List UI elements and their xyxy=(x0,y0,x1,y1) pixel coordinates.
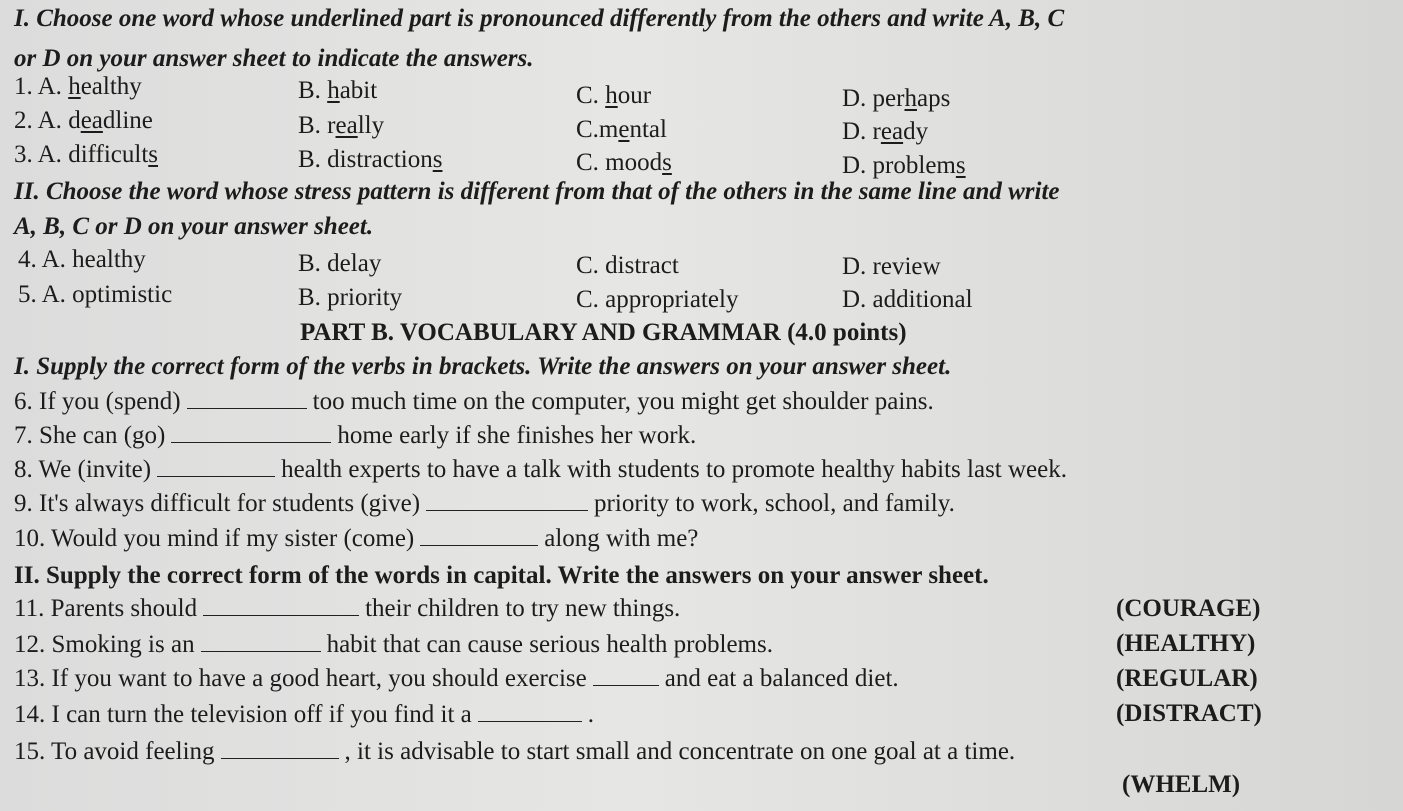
question-6: 6. If you (spend) too much time on the computer, you might get shoulder pains. xyxy=(14,388,934,415)
question-11: 11. Parents should their children to try new things. xyxy=(14,595,681,622)
answer-blank-15[interactable] xyxy=(221,738,339,759)
q3-option-a: 3. A. difficults xyxy=(14,141,158,168)
part-b-instruction-2: II. Supply the correct form of the words in capital. Write the answers on your answer sheet. xyxy=(14,562,989,589)
answer-blank-7[interactable] xyxy=(171,422,331,443)
q2-option-b: B. really xyxy=(298,112,385,139)
q3-option-b: B. distractions xyxy=(298,146,443,173)
q3-option-c: C. moods xyxy=(576,149,672,176)
question-7: 7. She can (go) home early if she finishes her work. xyxy=(14,422,697,449)
q2-option-c: C.mental xyxy=(576,116,667,143)
answer-blank-8[interactable] xyxy=(157,456,275,477)
q5-option-a: 5. A. optimistic xyxy=(18,281,173,308)
question-12: 12. Smoking is an habit that can cause serious health problems. xyxy=(14,631,773,658)
q1-option-c: C. hour xyxy=(576,82,652,109)
question-13: 13. If you want to have a good heart, you should exercise and eat a balanced diet. xyxy=(14,665,899,692)
capital-word-15: (WHELM) xyxy=(1122,771,1241,798)
q4-option-c: C. distract xyxy=(576,252,679,279)
q4-option-a: 4. A. healthy xyxy=(18,246,146,273)
q4-option-d: D. review xyxy=(842,253,941,280)
q2-option-d: D. ready xyxy=(842,118,929,145)
q1-option-a: 1. A. healthy xyxy=(14,73,142,100)
capital-word-12: (HEALTHY) xyxy=(1116,630,1256,657)
section1-instruction-line2: or D on your answer sheet to indicate the answers. xyxy=(14,45,534,72)
answer-blank-14[interactable] xyxy=(478,701,582,722)
q5-option-b: B. priority xyxy=(298,284,403,311)
answer-blank-11[interactable] xyxy=(203,595,359,616)
answer-blank-10[interactable] xyxy=(420,525,538,546)
q2-option-a: 2. A. deadline xyxy=(14,107,153,134)
part-b-title: PART B. VOCABULARY AND GRAMMAR (4.0 points) xyxy=(300,319,907,346)
question-10: 10. Would you mind if my sister (come) along with me? xyxy=(14,525,699,552)
answer-blank-12[interactable] xyxy=(201,631,321,652)
part-b-instruction-1: I. Supply the correct form of the verbs in brackets. Write the answers on your answer sheet. xyxy=(14,353,952,380)
question-8: 8. We (invite) health experts to have a talk with students to promote healthy habits last week. xyxy=(14,456,1067,483)
section2-instruction-line2: A, B, C or D on your answer sheet. xyxy=(14,213,374,240)
q4-option-b: B. delay xyxy=(298,250,382,277)
q5-option-d: D. additional xyxy=(842,286,973,313)
answer-blank-13[interactable] xyxy=(593,665,659,686)
answer-blank-9[interactable] xyxy=(426,490,588,511)
question-15: 15. To avoid feeling , it is advisable to start small and concentrate on one goal at a time. xyxy=(14,738,1016,765)
question-14: 14. I can turn the television off if you find it a . xyxy=(14,701,595,728)
q5-option-c: C. appropriately xyxy=(576,286,739,313)
q3-option-d: D. problems xyxy=(842,152,966,179)
capital-word-14: (DISTRACT) xyxy=(1116,700,1262,727)
question-9: 9. It's always difficult for students (give) priority to work, school, and family. xyxy=(14,490,955,517)
capital-word-11: (COURAGE) xyxy=(1116,595,1261,622)
capital-word-13: (REGULAR) xyxy=(1116,665,1258,692)
answer-blank-6[interactable] xyxy=(187,388,307,409)
section2-instruction-line1: II. Choose the word whose stress pattern is different from that of the others in the same line and write xyxy=(14,178,1060,205)
section1-instruction-line1: I. Choose one word whose underlined part is pronounced differently from the others and write A, B, C xyxy=(14,5,1065,32)
q1-option-d: D. perhaps xyxy=(842,85,951,112)
q1-option-b: B. habit xyxy=(298,77,378,104)
